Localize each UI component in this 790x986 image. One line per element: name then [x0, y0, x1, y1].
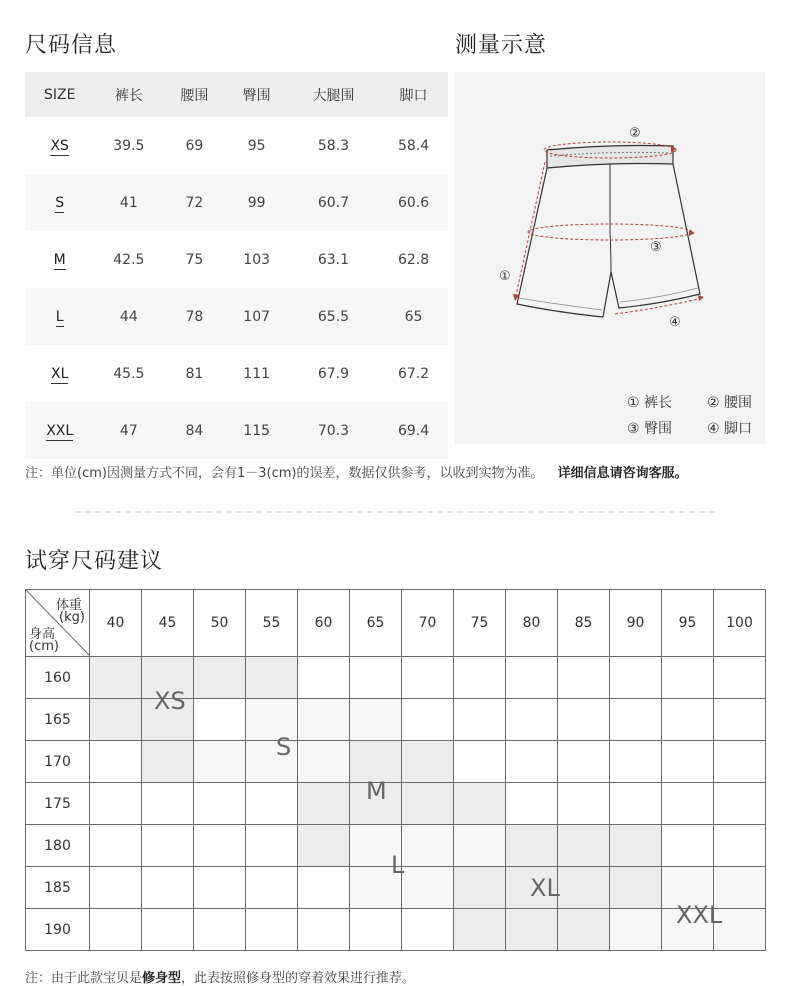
grid-cell [506, 825, 558, 867]
grid-cell [90, 825, 142, 867]
grid-cell [558, 657, 610, 699]
weight-header: 70 [402, 590, 454, 657]
note-text: 注：单位(cm)因测量方式不同，会有1－3(cm)的误差，数据仅供参考，以收到实物为准。 [25, 466, 544, 481]
grid-cell [610, 741, 662, 783]
zone-label-xxl: XXL [676, 901, 723, 929]
note-contact: 详细信息请咨询客服。 [557, 466, 688, 481]
grid-cell [194, 825, 246, 867]
weight-header: 95 [662, 590, 714, 657]
size-cell: XL [51, 365, 69, 382]
grid-cell [194, 657, 246, 699]
marker-3: ③ [650, 240, 662, 255]
table-cell: 45.5 [113, 365, 145, 382]
table-cell: 41 [94, 174, 163, 231]
grid-cell [714, 699, 766, 741]
grid-cell [298, 741, 350, 783]
col-header-size: SIZE [25, 72, 94, 117]
table-cell: 63.1 [317, 251, 350, 268]
height-row [26, 699, 766, 741]
grid-cell [662, 741, 714, 783]
size-cell: L [25, 288, 94, 345]
grid-cell [298, 825, 350, 867]
zone-label-xl: XL [530, 874, 560, 902]
grid-cell [246, 657, 298, 699]
table-cell: 60.7 [288, 174, 379, 231]
height-row [26, 783, 766, 825]
corner-weight-unit: (kg) [59, 610, 85, 625]
grid-cell [142, 783, 194, 825]
grid-cell [610, 909, 662, 951]
weight-header: 40 [90, 590, 142, 657]
height-row [26, 909, 766, 951]
grid-cell [142, 867, 194, 909]
table-cell: 67.2 [397, 365, 430, 382]
col-header-hem: 脚口 [379, 72, 448, 117]
size-recommend-grid [25, 589, 766, 951]
grid-cell [610, 657, 662, 699]
grid-cell [454, 699, 506, 741]
grid-cell [558, 699, 610, 741]
zone-label-m: M [366, 777, 387, 805]
grid-cell [298, 783, 350, 825]
table-cell: 65.5 [288, 288, 379, 345]
height-row [26, 741, 766, 783]
grid-cell [246, 783, 298, 825]
grid-cell [454, 867, 506, 909]
grid-cell [454, 909, 506, 951]
legend-hip: ③ 臀围 [627, 421, 673, 437]
grid-cell [610, 699, 662, 741]
grid-cell [662, 825, 714, 867]
grid-cell [298, 909, 350, 951]
grid-cell [142, 909, 194, 951]
grid-cell [506, 699, 558, 741]
grid-cell [714, 657, 766, 699]
grid-cell [454, 825, 506, 867]
grid-cell [402, 741, 454, 783]
grid-cell [402, 825, 454, 867]
grid-cell [506, 909, 558, 951]
table-cell: 75 [185, 251, 204, 268]
height-header: 180 [26, 825, 90, 867]
table-cell: 115 [226, 402, 288, 459]
col-header-waist: 腰围 [163, 72, 225, 117]
legend-hem: ④ 脚口 [707, 421, 753, 437]
col-header-length: 裤长 [94, 72, 163, 117]
corner-height-label: 身高 [29, 627, 56, 642]
grid-cell [350, 909, 402, 951]
table-cell: 42.5 [113, 251, 145, 268]
grid-cell [142, 741, 194, 783]
table-cell: 95 [247, 137, 266, 154]
grid-cell [246, 867, 298, 909]
marker-4: ④ [669, 315, 681, 330]
grid-cell [194, 909, 246, 951]
grid-cell [506, 741, 558, 783]
table-cell: 84 [163, 402, 225, 459]
table-cell: 81 [185, 365, 204, 382]
height-header: 190 [26, 909, 90, 951]
grid-cell [662, 783, 714, 825]
table-cell: 107 [226, 288, 288, 345]
grid-cell [90, 783, 142, 825]
legend-length: ① 裤长 [627, 395, 673, 411]
grid-cell [610, 825, 662, 867]
grid-cell [350, 699, 402, 741]
weight-header: 85 [558, 590, 610, 657]
size-cell: M [53, 251, 66, 268]
grid-cell [194, 783, 246, 825]
size-info-table [25, 72, 448, 459]
grid-cell [610, 783, 662, 825]
corner-weight-label: 体重 [56, 598, 83, 613]
size-cell: S [25, 174, 94, 231]
note-fit-bold: 修身型 [142, 971, 182, 986]
measure-title: 测量示意 [455, 33, 548, 58]
grid-cell [298, 699, 350, 741]
grid-cell [714, 783, 766, 825]
grid-cell [454, 783, 506, 825]
measure-panel [455, 72, 765, 444]
table-cell: 47 [94, 402, 163, 459]
grid-corner [26, 590, 90, 657]
size-info-title: 尺码信息 [25, 33, 118, 58]
marker-2: ② [629, 126, 641, 141]
grid-cell [402, 783, 454, 825]
zone-label-l: L [391, 851, 405, 879]
grid-cell [402, 867, 454, 909]
grid-cell [90, 657, 142, 699]
marker-1: ① [499, 269, 511, 284]
grid-cell [454, 657, 506, 699]
weight-header: 65 [350, 590, 402, 657]
table-row [25, 288, 448, 345]
grid-cell [402, 909, 454, 951]
table-cell: 103 [243, 251, 271, 268]
grid-cell [662, 657, 714, 699]
grid-cell [402, 657, 454, 699]
table-cell: 65 [379, 288, 448, 345]
grid-cell [90, 867, 142, 909]
grid-cell [506, 657, 558, 699]
col-header-hip: 臀围 [226, 72, 288, 117]
table-cell: 69.4 [379, 402, 448, 459]
table-row [25, 345, 448, 402]
grid-cell [454, 741, 506, 783]
note-fit-suffix: ，此表按照修身型的穿着效果进行推荐。 [181, 971, 416, 986]
grid-cell [662, 699, 714, 741]
weight-header: 90 [610, 590, 662, 657]
table-cell: 62.8 [397, 251, 430, 268]
legend-waist: ② 腰围 [707, 395, 753, 411]
recommend-title: 试穿尺码建议 [25, 549, 164, 574]
grid-cell [558, 783, 610, 825]
table-cell: 58.4 [397, 137, 430, 154]
table-cell: 70.3 [288, 402, 379, 459]
grid-cell [90, 909, 142, 951]
grid-cell [90, 741, 142, 783]
weight-header: 55 [246, 590, 298, 657]
grid-cell [246, 909, 298, 951]
section-divider [75, 511, 715, 513]
grid-cell [402, 699, 454, 741]
table-row [25, 402, 448, 459]
height-header: 165 [26, 699, 90, 741]
table-row [25, 174, 448, 231]
table-cell: 39.5 [113, 137, 145, 154]
note-fit-prefix: 注：由于此款宝贝是 [25, 971, 143, 986]
weight-header: 60 [298, 590, 350, 657]
shorts-diagram [455, 72, 765, 372]
height-header: 185 [26, 867, 90, 909]
grid-cell [714, 741, 766, 783]
zone-label-xs: XS [154, 687, 186, 715]
col-header-thigh: 大腿围 [288, 72, 379, 117]
height-header: 175 [26, 783, 90, 825]
table-cell: 60.6 [379, 174, 448, 231]
grid-cell [714, 825, 766, 867]
table-cell: 111 [243, 365, 271, 382]
weight-header: 50 [194, 590, 246, 657]
grid-cell [194, 699, 246, 741]
table-cell: 67.9 [317, 365, 350, 382]
size-cell: XXL [25, 402, 94, 459]
grid-cell [194, 867, 246, 909]
grid-cell [246, 825, 298, 867]
note-measurement [25, 462, 785, 481]
grid-cell [142, 825, 194, 867]
grid-cell [558, 909, 610, 951]
height-header: 170 [26, 741, 90, 783]
height-row [26, 657, 766, 699]
weight-header: 100 [714, 590, 766, 657]
table-cell: 72 [163, 174, 225, 231]
corner-height-unit: (cm) [29, 639, 59, 654]
grid-cell [558, 741, 610, 783]
grid-cell [558, 867, 610, 909]
size-cell: XS [50, 137, 69, 154]
table-row [25, 117, 448, 174]
weight-header: 75 [454, 590, 506, 657]
note-fit [25, 967, 415, 986]
table-cell: 69 [185, 137, 204, 154]
table-cell: 78 [163, 288, 225, 345]
grid-cell [610, 867, 662, 909]
grid-cell [194, 741, 246, 783]
table-cell: 44 [94, 288, 163, 345]
grid-cell [298, 657, 350, 699]
grid-cell [90, 699, 142, 741]
grid-cell [298, 867, 350, 909]
table-cell: 99 [226, 174, 288, 231]
grid-cell [558, 825, 610, 867]
grid-cell [506, 783, 558, 825]
weight-header: 45 [142, 590, 194, 657]
grid-cell [350, 657, 402, 699]
size-table-header [25, 72, 448, 117]
table-cell: 58.3 [317, 137, 350, 154]
weight-header: 80 [506, 590, 558, 657]
table-row [25, 231, 448, 288]
height-header: 160 [26, 657, 90, 699]
zone-label-s: S [276, 733, 292, 761]
